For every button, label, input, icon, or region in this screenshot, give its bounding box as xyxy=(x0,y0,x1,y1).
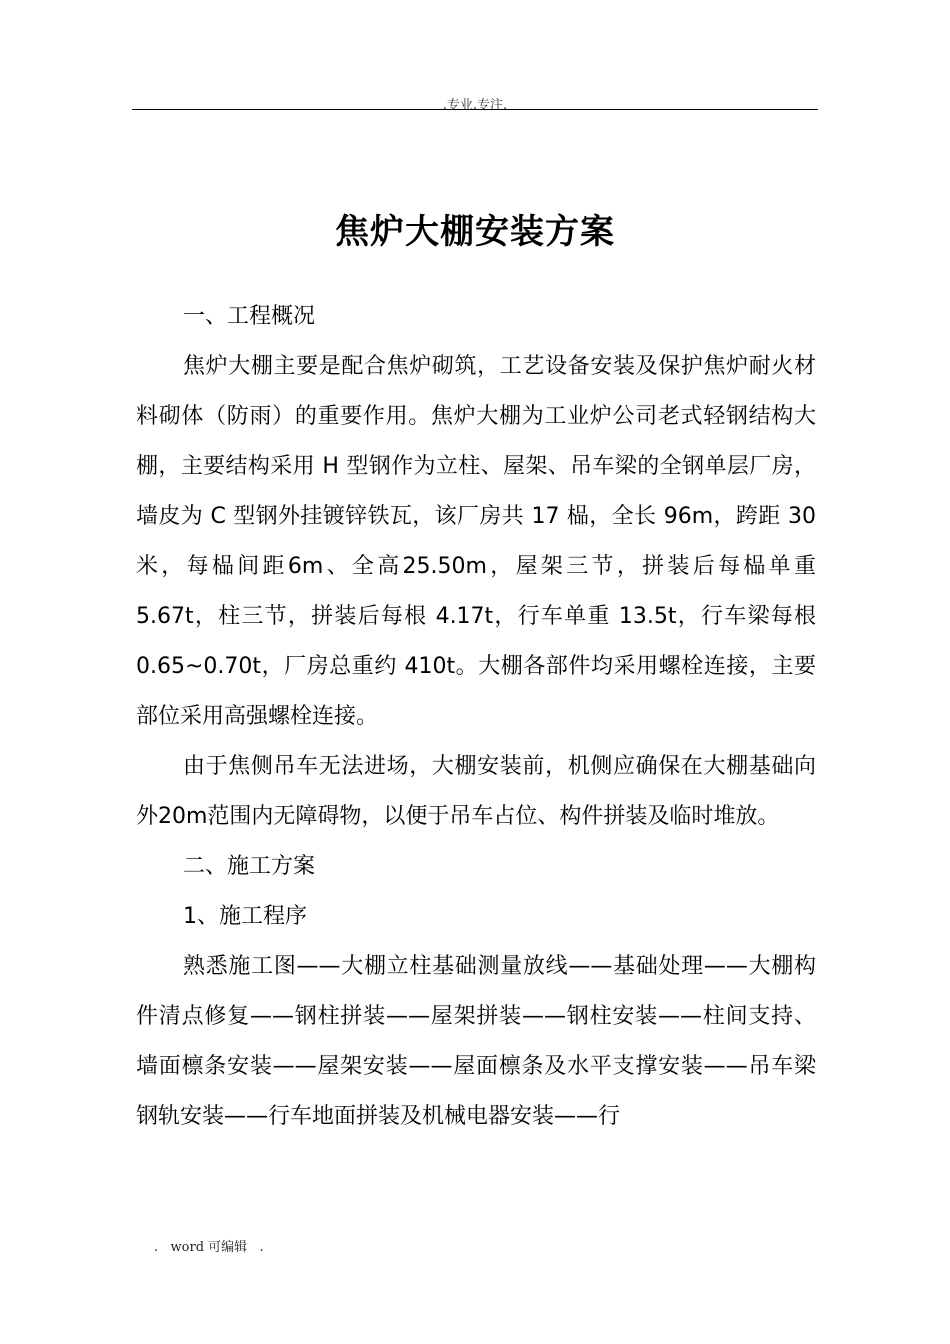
section-heading-overview: 一、工程概况 xyxy=(183,304,316,329)
document-title: 焦炉大棚安装方案 xyxy=(335,212,615,252)
paragraph-overview: 焦炉大棚主要是配合焦炉砌筑，工艺设备安装及保护焦炉耐火材料砌体（防雨）的重要作用。焦炉大棚为工业炉公司老式轻钢结构大棚，主要结构采用 H 型钢作为立柱、屋架、吊车梁的全钢单层厂房，墙皮为 C 型钢外挂镀锌铁瓦，该厂房共 17 榀，全长 96m，跨距 30 米，每榀间距6m、全高25.50m，屋架三节，拼装后每榀单重5.67t，柱三节，拼装后每根 4.17t，行车单重 13.5t，行车梁每根 0.65~0.70t，厂房总重约 410t。大棚各部件均采用螺栓连接，主要部位采用高强螺栓连接。 xyxy=(136,354,816,729)
section-heading-construction-plan: 二、施工方案 xyxy=(183,854,316,879)
paragraph-procedure: 熟悉施工图——大棚立柱基础测量放线——基础处理——大棚构件清点修复——钢柱拼装——屋架拼装——钢柱安装——柱间支持、墙面檩条安装——屋架安装——屋面檩条及水平支撑安装——吊车梁钢轨安装——行车地面拼装及机械电器安装——行 xyxy=(136,954,816,1129)
page-header: .专业.专注. xyxy=(442,98,508,113)
subsection-heading-procedure: 1、施工程序 xyxy=(183,904,307,929)
paragraph-site-preparation: 由于焦侧吊车无法进场，大棚安装前，机侧应确保在大棚基础向外20m范围内无障碍物，以便于吊车占位、构件拼装及临时堆放。 xyxy=(136,754,816,829)
page-footer: . word 可编辑 . xyxy=(154,1240,264,1255)
document-body xyxy=(136,292,816,1142)
header-divider xyxy=(132,109,818,110)
